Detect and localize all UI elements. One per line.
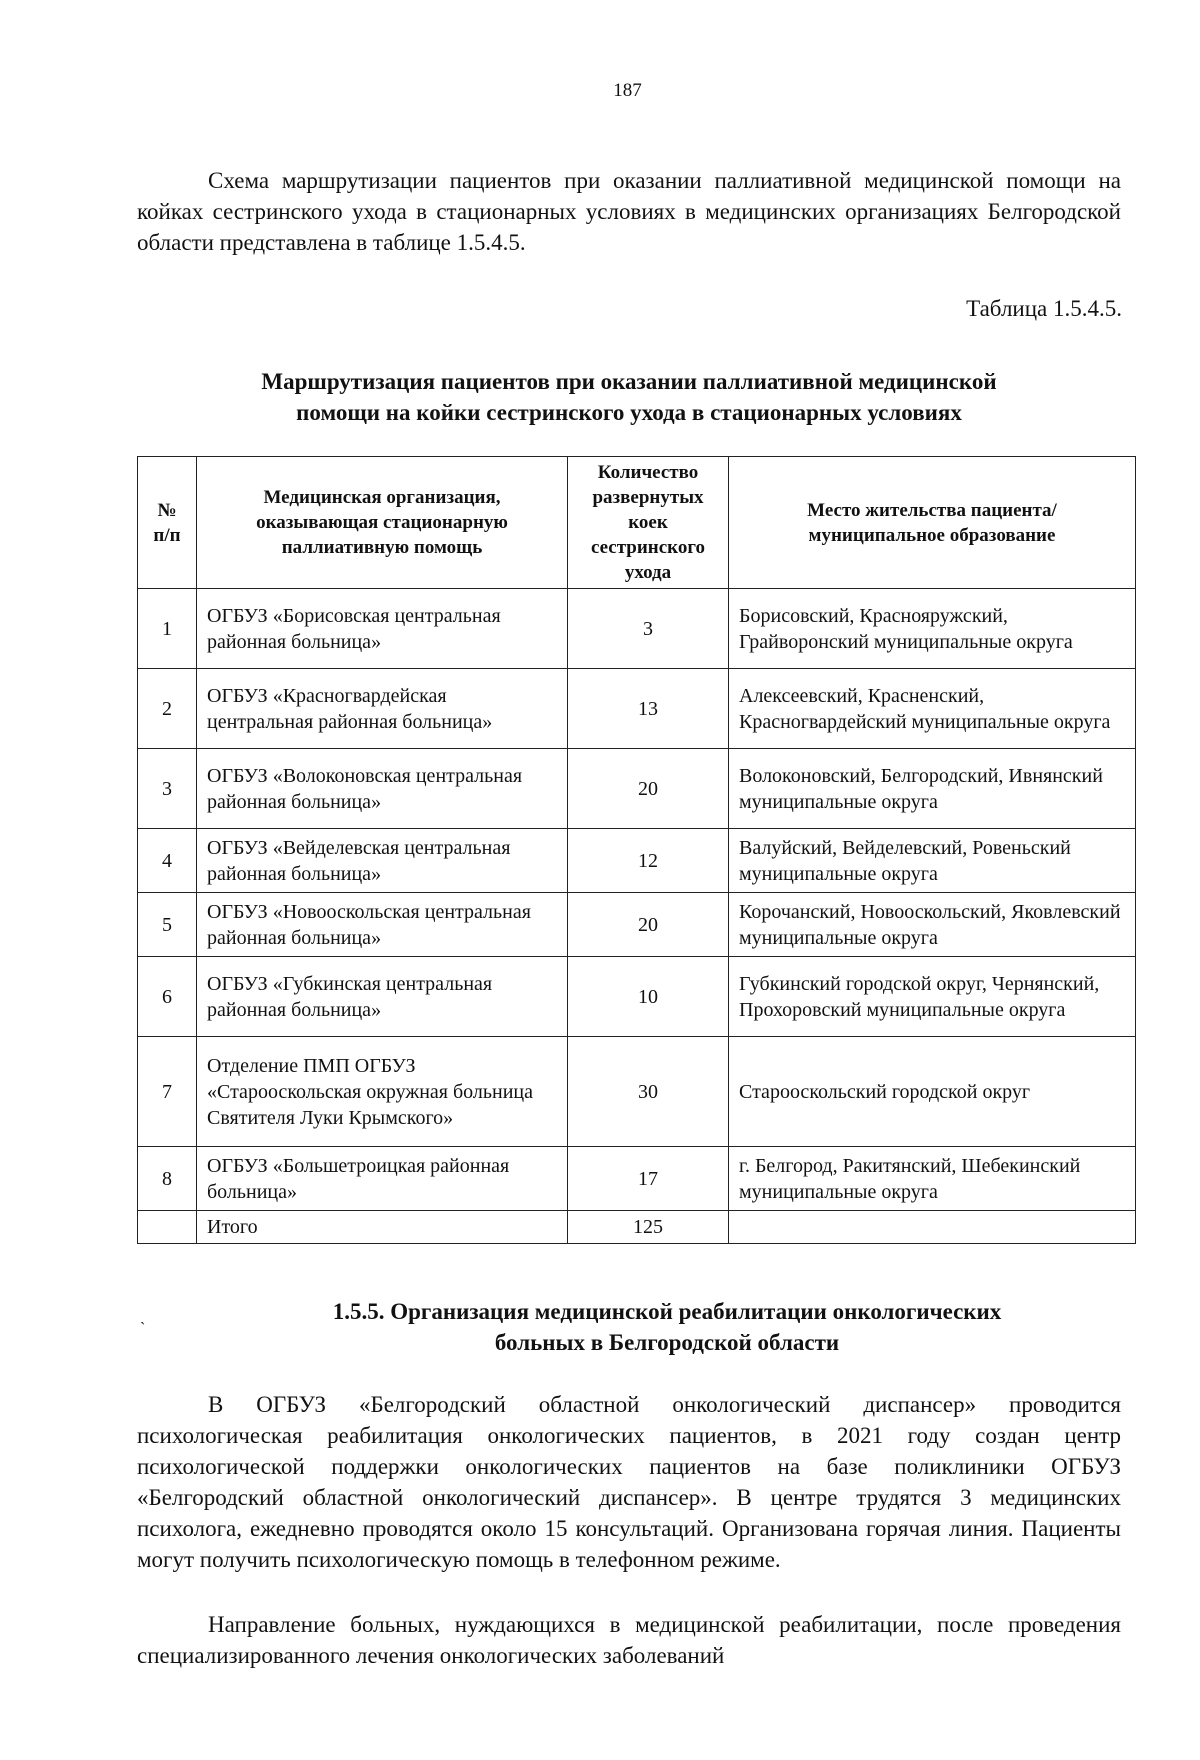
cell-place: Валуйский, Вейделевский, Ровеньский муниципальные округа	[729, 829, 1136, 893]
table-row	[138, 669, 1136, 749]
header-place: Место жительства пациента/ муниципальное образование	[729, 457, 1136, 589]
table-title	[137, 366, 1121, 428]
intro-paragraph: Схема маршрутизации пациентов при оказании паллиативной медицинской помощи на койках сестринского ухода в стационарных условиях в медицинских организациях Белгородской области представлена в таблице 1.5.4.5.	[137, 168, 1121, 255]
table-title-line: Маршрутизация пациентов при оказании паллиативной медицинской	[261, 369, 997, 394]
section-heading-line: больных в Белгородской области	[494, 1330, 840, 1355]
cell-num: 5	[138, 893, 197, 957]
table-caption: Таблица 1.5.4.5.	[966, 296, 1122, 321]
total-label: Итого	[197, 1211, 568, 1244]
cell-org: ОГБУЗ «Красногвардейская центральная районная больница»	[197, 669, 568, 749]
cell-num: 7	[138, 1037, 197, 1147]
table-row	[138, 589, 1136, 669]
cell-beds: 12	[568, 829, 729, 893]
cell-num: 6	[138, 957, 197, 1037]
body-paragraph: В ОГБУЗ «Белгородский областной онкологический диспансер» проводится психологическая реабилитация онкологических пациентов, в 2021 году создан центр психологической поддержки онкологических пациентов на базе поликлиники ОГБУЗ «Белгородский областной онкологический диспансер». В центре трудятся 3 медицинских психолога, ежедневно проводятся около 15 консультаций. Организована горячая линия. Пациенты могут получить психологическую помощь в телефонном режиме.	[137, 1392, 1121, 1572]
cell-org: ОГБУЗ «Вейделевская центральная районная больница»	[197, 829, 568, 893]
cell-num-empty	[138, 1211, 197, 1244]
cell-org: ОГБУЗ «Большетроицкая районная больница»	[197, 1147, 568, 1211]
cell-beds: 10	[568, 957, 729, 1037]
header-num: № п/п	[138, 457, 197, 589]
routing-table	[137, 456, 1136, 1244]
stray-mark: ˋ	[140, 1320, 146, 1337]
header-beds: Количество развернутых коек сестринского ухода	[568, 457, 729, 589]
cell-place: Губкинский городской округ, Чернянский, Прохоровский муниципальные округа	[729, 957, 1136, 1037]
cell-beds: 30	[568, 1037, 729, 1147]
cell-org: ОГБУЗ «Борисовская центральная районная больница»	[197, 589, 568, 669]
cell-org: Отделение ПМП ОГБУЗ «Старооскольская окружная больница Святителя Луки Крымского»	[197, 1037, 568, 1147]
cell-num: 4	[138, 829, 197, 893]
table-title-line: помощи на койки сестринского ухода в стационарных условиях	[296, 400, 962, 425]
body-paragraph: Направление больных, нуждающихся в медицинской реабилитации, после проведения специализированного лечения онкологических заболеваний	[137, 1612, 1121, 1668]
cell-beds: 3	[568, 589, 729, 669]
cell-org: ОГБУЗ «Волоконовская центральная районная больница»	[197, 749, 568, 829]
cell-beds: 20	[568, 893, 729, 957]
total-beds: 125	[568, 1211, 729, 1244]
cell-org: ОГБУЗ «Губкинская центральная районная больница»	[197, 957, 568, 1037]
cell-num: 8	[138, 1147, 197, 1211]
page-number: 187	[613, 80, 642, 101]
table-header-row	[138, 457, 1136, 589]
table-row	[138, 1147, 1136, 1211]
cell-place-empty	[729, 1211, 1136, 1244]
header-org: Медицинская организация, оказывающая стационарную паллиативную помощь	[197, 457, 568, 589]
cell-place: г. Белгород, Ракитянский, Шебекинский муниципальные округа	[729, 1147, 1136, 1211]
cell-num: 2	[138, 669, 197, 749]
table-row	[138, 829, 1136, 893]
cell-place: Старооскольский городской округ	[729, 1037, 1136, 1147]
table-row	[138, 1037, 1136, 1147]
section-heading	[137, 1296, 1197, 1358]
cell-org: ОГБУЗ «Новооскольская центральная районная больница»	[197, 893, 568, 957]
cell-place: Волоконовский, Белгородский, Ивнянский муниципальные округа	[729, 749, 1136, 829]
cell-beds: 20	[568, 749, 729, 829]
cell-num: 1	[138, 589, 197, 669]
table-row	[138, 957, 1136, 1037]
cell-beds: 17	[568, 1147, 729, 1211]
table-row	[138, 893, 1136, 957]
cell-place: Корочанский, Новооскольский, Яковлевский муниципальные округа	[729, 893, 1136, 957]
cell-num: 3	[138, 749, 197, 829]
cell-place: Борисовский, Краснояружский, Грайворонский муниципальные округа	[729, 589, 1136, 669]
table-row	[138, 749, 1136, 829]
section-heading-line: 1.5.5. Организация медицинской реабилитации онкологических	[332, 1299, 1002, 1324]
cell-place: Алексеевский, Красненский, Красногвардейский муниципальные округа	[729, 669, 1136, 749]
cell-beds: 13	[568, 669, 729, 749]
table-total-row	[138, 1211, 1136, 1244]
